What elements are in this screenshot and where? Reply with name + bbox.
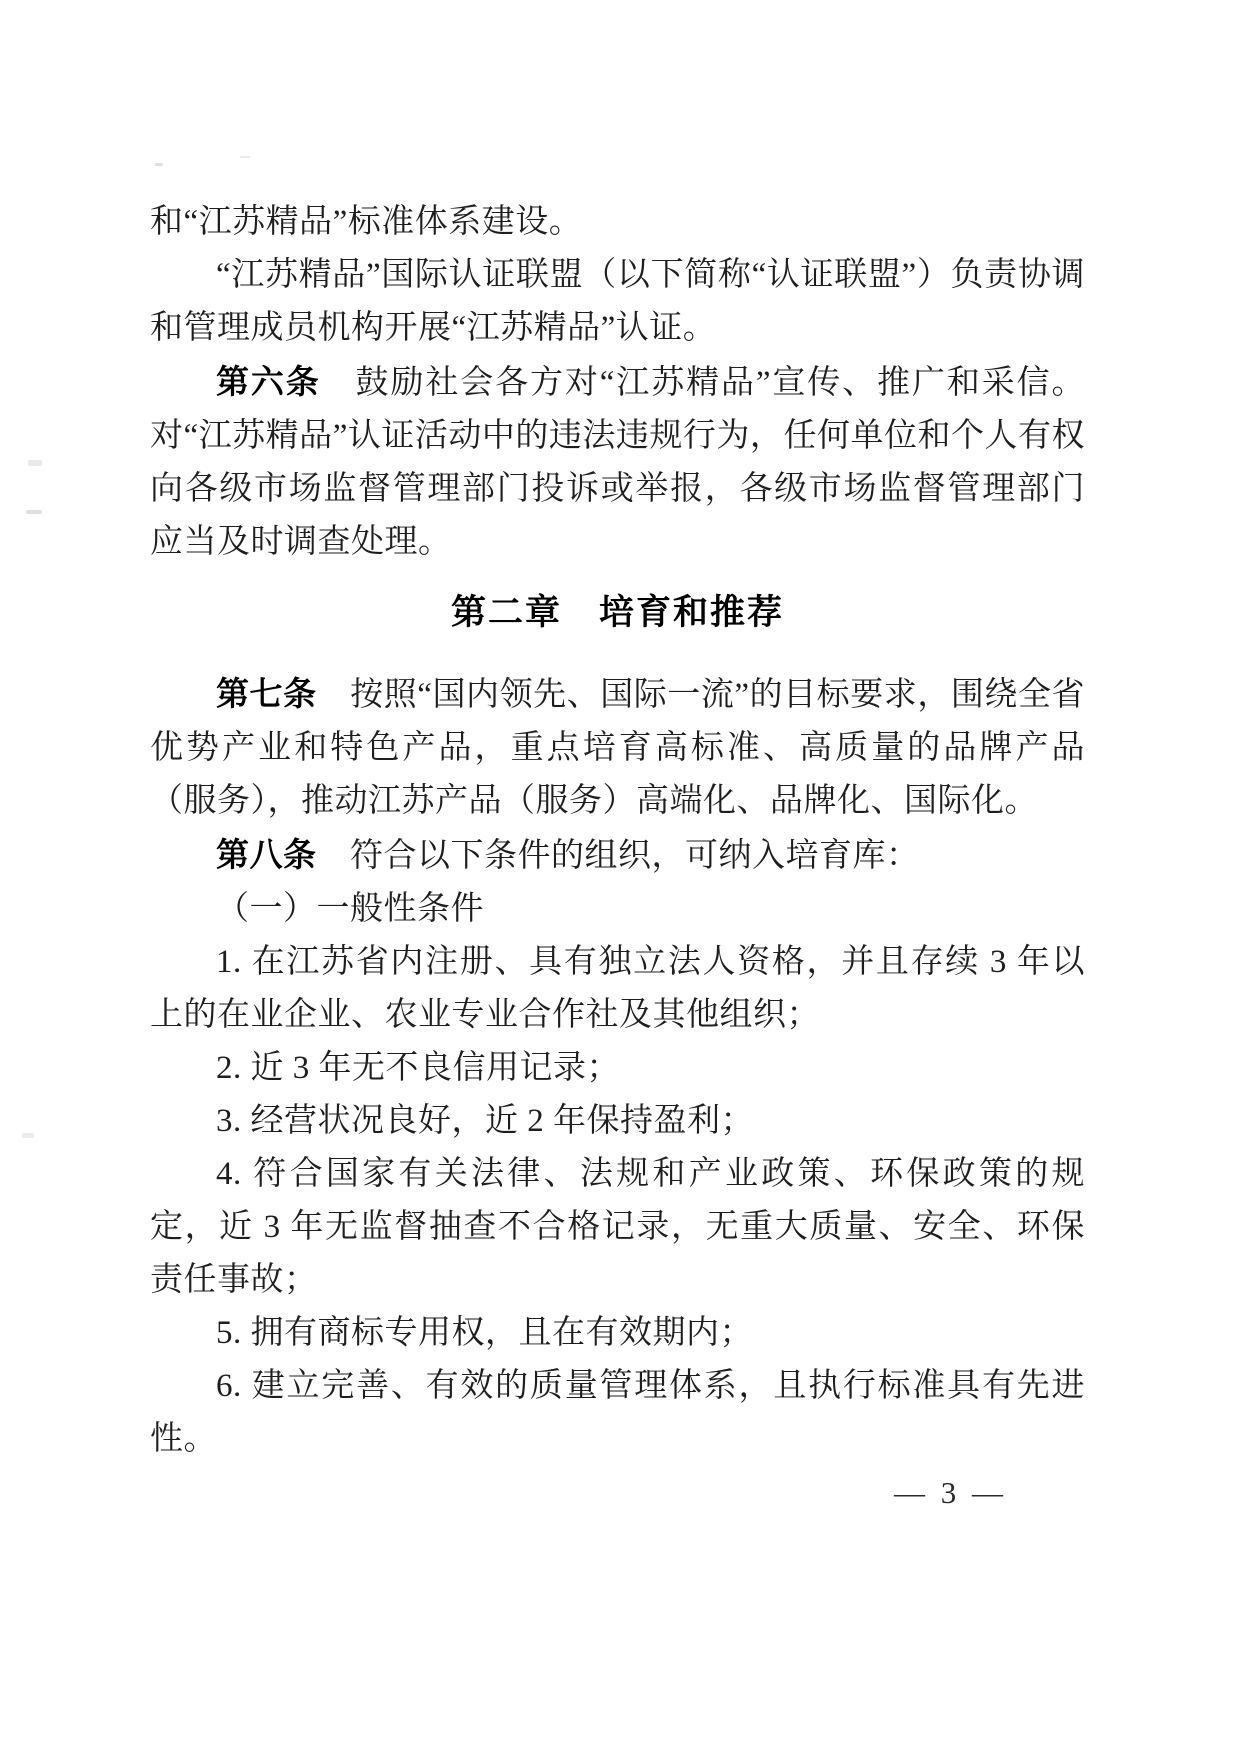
text-run: 1. 在江苏省内注册、具有独立法人资格，并且存续 3 年以上的在业企业、农业专业合作社及其他组织； xyxy=(150,944,1085,1033)
bold-text-run: 第八条 xyxy=(216,836,317,873)
paragraph xyxy=(150,1307,1085,1360)
document-body xyxy=(150,196,1085,1519)
bold-text-run: 第六条 xyxy=(216,363,321,400)
scan-artifact xyxy=(28,460,42,466)
paragraph xyxy=(150,355,1085,569)
text-run: 符合以下条件的组织，可纳入培育库： xyxy=(316,838,920,874)
paragraph xyxy=(150,196,1085,249)
text-run: 按照“国内领先、国际一流”的目标要求，围绕全省优势产业和特色产品，重点培育高标准、高质量的品牌产品（服务），推动江苏产品（服务）高端化、品牌化、国际化。 xyxy=(150,677,1085,819)
paragraph xyxy=(150,249,1085,355)
paragraph xyxy=(150,1042,1085,1095)
bold-text-run: 第七条 xyxy=(216,675,317,712)
text-run: 2. 近 3 年无不良信用记录； xyxy=(216,1050,620,1086)
paragraph xyxy=(150,883,1085,936)
scan-artifact xyxy=(22,1133,34,1138)
paragraph xyxy=(150,667,1085,828)
text-run: 3. 经营状况良好，近 2 年保持盈利； xyxy=(216,1103,754,1139)
text-run: 6. 建立完善、有效的质量管理体系，且执行标准具有先进性。 xyxy=(150,1368,1085,1457)
text-run: “江苏精品”国际认证联盟（以下简称“认证联盟”）负责协调和管理成员机构开展“江苏精品”认证。 xyxy=(150,257,1085,346)
chapter-heading xyxy=(150,585,1085,641)
paragraph xyxy=(150,828,1085,883)
paragraph xyxy=(150,1360,1085,1466)
text-run: 4. 符合国家有关法律、法规和产业政策、环保政策的规定，近 3 年无监督抽查不合格记录，无重大质量、安全、环保责任事故； xyxy=(150,1156,1085,1298)
scan-artifact xyxy=(240,156,250,158)
scan-artifact xyxy=(26,510,42,514)
scan-artifact xyxy=(155,163,163,166)
paragraph xyxy=(150,1095,1085,1148)
text-run: 和“江苏精品”标准体系建设。 xyxy=(150,204,583,240)
text-run: 5. 拥有商标专用权，且在有效期内； xyxy=(216,1315,753,1351)
page-number: — 3 — xyxy=(894,1475,1007,1510)
paragraph xyxy=(150,1148,1085,1307)
bold-text-run: 第二章 培育和推荐 xyxy=(450,593,784,632)
text-run: （一）一般性条件 xyxy=(216,891,484,927)
paragraph xyxy=(150,936,1085,1042)
text-run: 鼓励社会各方对“江苏精品”宣传、推广和采信。对“江苏精品”认证活动中的违法违规行为，任何单位和个人有权向各级市场监督管理部门投诉或举报，各级市场监督管理部门应当及时调查处理。 xyxy=(150,365,1086,560)
